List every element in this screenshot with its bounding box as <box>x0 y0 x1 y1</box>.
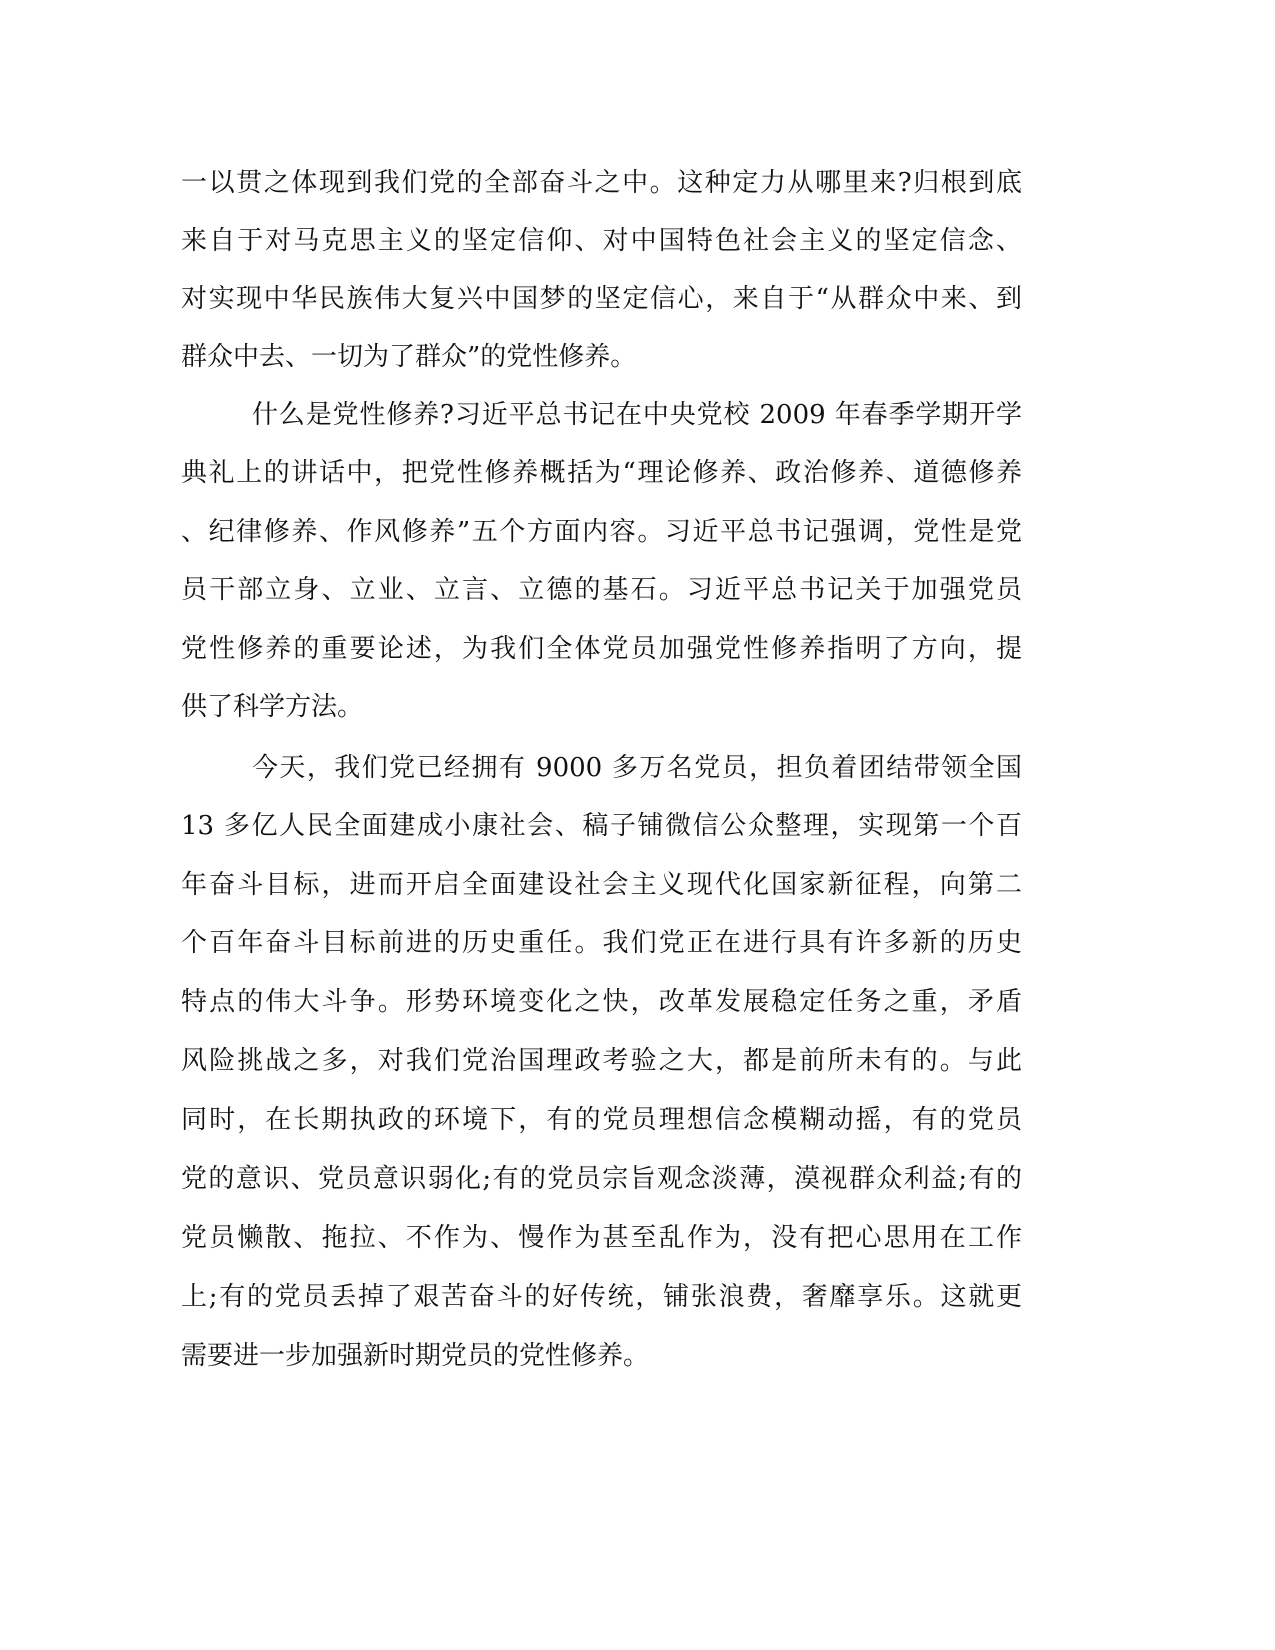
text-line: 党的意识、党员意识弱化;有的党员宗旨观念淡薄，漠视群众利益;有的 <box>181 1164 1022 1194</box>
text-line: 今天，我们党已经拥有 9000 多万名党员，担负着团结带领全国 <box>252 753 1022 783</box>
text-line: 13 多亿人民全面建成小康社会、稿子铺微信公众整理，实现第一个百 <box>181 811 1022 841</box>
text-line: 党员懒散、拖拉、不作为、慢作为甚至乱作为，没有把心思用在工作 <box>181 1223 1022 1253</box>
text-line: 年奋斗目标，进而开启全面建设社会主义现代化国家新征程，向第二 <box>181 870 1022 900</box>
text-line: 供了科学方法。 <box>181 692 364 722</box>
text-line: 一以贯之体现到我们党的全部奋斗之中。这种定力从哪里来?归根到底 <box>181 168 1022 198</box>
text-line: 典礼上的讲话中，把党性修养概括为“理论修养、政治修养、道德修养 <box>181 458 1022 488</box>
text-line: 个百年奋斗目标前进的历史重任。我们党正在进行具有许多新的历史 <box>181 928 1022 958</box>
text-line: 党性修养的重要论述，为我们全体党员加强党性修养指明了方向，提 <box>181 634 1022 664</box>
text-line: 对实现中华民族伟大复兴中国梦的坚定信心，来自于“从群众中来、到 <box>181 284 1022 314</box>
text-line: 上;有的党员丢掉了艰苦奋斗的好传统，铺张浪费，奢靡享乐。这就更 <box>181 1282 1022 1312</box>
text-line: 、纪律修养、作风修养”五个方面内容。习近平总书记强调，党性是党 <box>181 517 1022 547</box>
text-line: 来自于对马克思主义的坚定信仰、对中国特色社会主义的坚定信念、 <box>181 226 1022 256</box>
text-line: 风险挑战之多，对我们党治国理政考验之大，都是前所未有的。与此 <box>181 1046 1022 1076</box>
text-line: 群众中去、一切为了群众”的党性修养。 <box>181 342 637 372</box>
text-line: 同时，在长期执政的环境下，有的党员理想信念模糊动摇，有的党员 <box>181 1105 1022 1135</box>
text-line: 员干部立身、立业、立言、立德的基石。习近平总书记关于加强党员 <box>181 575 1022 605</box>
text-line: 什么是党性修养?习近平总书记在中央党校 2009 年春季学期开学 <box>252 400 1022 430</box>
text-line: 特点的伟大斗争。形势环境变化之快，改革发展稳定任务之重，矛盾 <box>181 987 1022 1017</box>
text-line: 需要进一步加强新时期党员的党性修养。 <box>181 1341 650 1371</box>
